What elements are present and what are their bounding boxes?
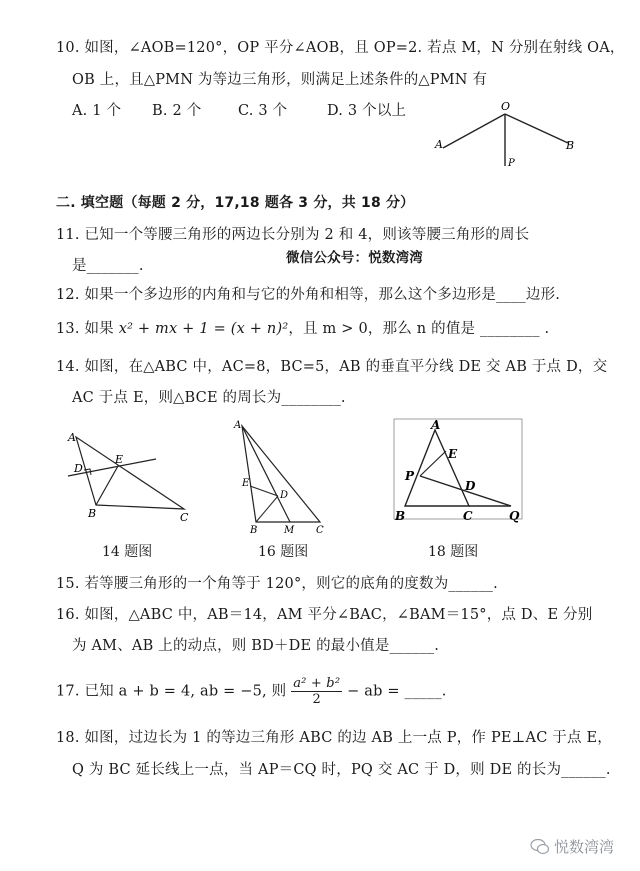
wechat-watermark: 微信公众号：悦数湾湾	[286, 250, 423, 266]
fig16-label-m: M	[284, 525, 295, 536]
fig16-label-e: E	[242, 478, 250, 489]
fig16-label-b: B	[250, 525, 258, 536]
fig14-label-a: A	[68, 431, 76, 444]
q11-line1: 11. 已知一个等腰三角形的两边长分别为 2 和 4，则该等腰三角形的周长	[56, 227, 530, 243]
q17-suffix: − ab = _____.	[347, 683, 447, 700]
q11-line2: 是_______.	[72, 258, 144, 274]
figure-14	[62, 425, 197, 525]
fig18-label-e: E	[448, 447, 458, 461]
q13-suffix: ，且 m > 0，那么 n 的值是 ________ .	[288, 321, 550, 337]
caption-16: 16 题图	[258, 544, 309, 560]
caption-14: 14 题图	[102, 544, 153, 560]
fig16-label-d: D	[280, 490, 289, 501]
figure-18	[393, 418, 528, 526]
q10-label-p: P	[508, 158, 515, 169]
fig14-label-e: E	[115, 453, 124, 466]
q10-label-a: A	[435, 138, 443, 151]
fig18-label-d: D	[465, 479, 476, 493]
q14-line2: AC 于点 E，则△BCE 的周长为________.	[72, 390, 346, 406]
fig18-label-p: P	[405, 469, 415, 483]
q17-prefix: 17. 已知 a + b = 4, ab = −5, 则	[56, 683, 287, 700]
fig18-label-q: Q	[509, 509, 520, 523]
fig18-label-a: A	[431, 418, 441, 432]
q12-text: 12. 如果一个多边形的内角和与它的外角和相等，那么这个多边形是____边形.	[56, 287, 561, 303]
corner-logo	[530, 836, 614, 857]
q10-option-b: B. 2 个	[152, 103, 202, 119]
fig18-label-c: C	[463, 509, 473, 523]
q10-option-a: A. 1 个	[72, 103, 122, 119]
fig18-label-b: B	[395, 509, 406, 523]
fig14-label-c: C	[180, 511, 189, 524]
fig16-label-a: A	[234, 420, 242, 431]
q10-option-c: C. 3 个	[238, 103, 288, 119]
caption-18: 18 题图	[428, 544, 479, 560]
q17-frac-num: a² + b²	[293, 676, 341, 691]
q14-line1: 14. 如图，在△ABC 中，AC=8，BC=5，AB 的垂直平分线 DE 交 AB 于点 D，交	[56, 359, 608, 375]
q17-fraction	[291, 676, 342, 707]
fig14-label-d: D	[74, 462, 83, 475]
q10-label-o: O	[501, 100, 511, 113]
q13-text	[56, 319, 549, 339]
q10-line1: 10. 如图，∠AOB=120°，OP 平分∠AOB，且 OP=2. 若点 M，N 分别在射线 OA，	[56, 40, 625, 56]
corner-logo-text: 悦数湾湾	[554, 838, 615, 856]
q10-label-b: B	[566, 139, 575, 152]
fig14-label-b: B	[88, 507, 97, 520]
q16-line2: 为 AM、AB 上的动点，则 BD＋DE 的最小值是______.	[72, 638, 440, 654]
q18-line1: 18. 如图，过边长为 1 的等边三角形 ABC 的边 AB 上一点 P，作 PE⊥AC 于点 E，	[56, 730, 612, 746]
q17-text	[56, 676, 447, 707]
q13-prefix: 13. 如果	[56, 321, 119, 337]
section2-title: 二. 填空题（每题 2 分，17,18 题各 3 分，共 18 分）	[56, 195, 415, 211]
q10-line2: OB 上，且△PMN 为等边三角形，则满足上述条件的△PMN 有	[72, 72, 488, 88]
figure-16	[228, 416, 333, 536]
q16-line1: 16. 如图，△ABC 中，AB＝14，AM 平分∠BAC，∠BAM＝15°，点 D、E 分别	[56, 607, 593, 623]
q10-option-d: D. 3 个以上	[327, 103, 407, 119]
q15-text: 15. 若等腰三角形的一个角等于 120°，则它的底角的度数为______.	[56, 576, 498, 592]
q13-formula: x² + mx + 1 = (x + n)²	[118, 321, 289, 337]
wechat-logo-icon	[530, 838, 550, 856]
q18-line2: Q 为 BC 延长线上一点，当 AP＝CQ 时，PQ 交 AC 于 D，则 DE 的长为______.	[72, 762, 611, 778]
fig16-label-c: C	[316, 525, 324, 536]
q17-frac-den: 2	[312, 692, 321, 707]
q10-figure	[425, 98, 585, 178]
